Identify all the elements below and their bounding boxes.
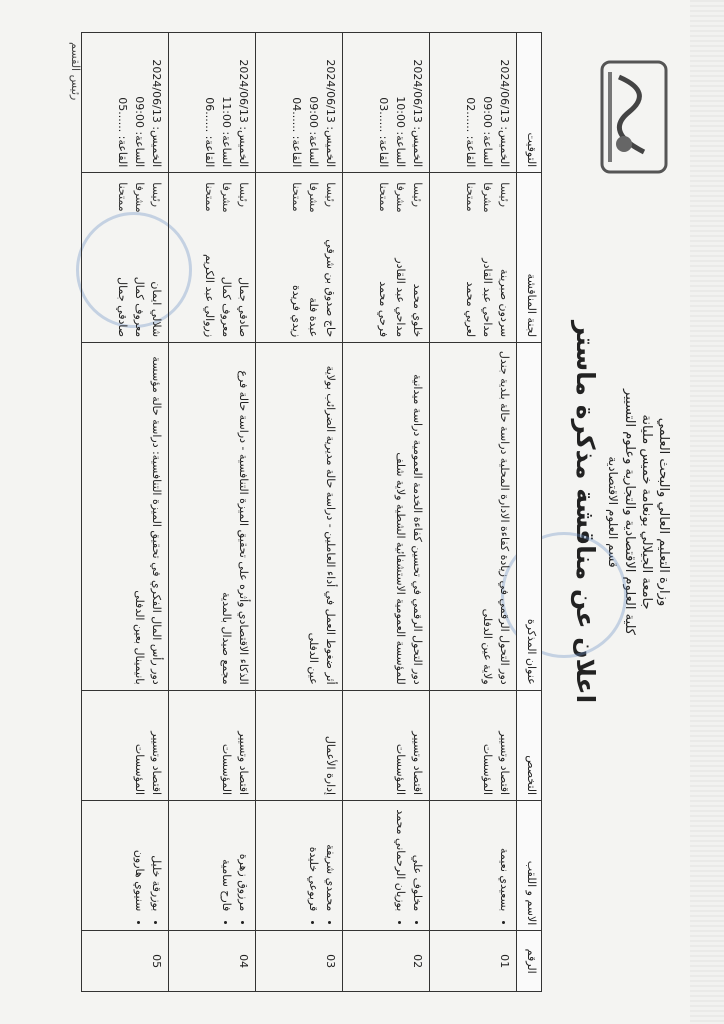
table-row (256, 33, 343, 992)
specialty: إدارة الأعمال (256, 690, 343, 800)
jury-member (462, 178, 479, 337)
student-name: • بسعيدي نعيمة (496, 806, 513, 911)
schedule-hour: الساعة: 09:00 (481, 96, 494, 168)
jury-name: معروف كمال (133, 276, 146, 338)
header-num: الرقم (517, 931, 542, 992)
header-spec: التخصص (517, 690, 542, 800)
specialty: اقتصاد وتسيير المؤسسات (169, 690, 256, 800)
student-names (82, 801, 169, 931)
jury-member (114, 178, 131, 337)
schedule-day: الخميس: 2024/06/13 (237, 59, 250, 168)
jury-name: صادقي جمال (116, 277, 129, 338)
jury-member (305, 178, 322, 337)
jury-member (131, 178, 148, 337)
schedule-room: القاعة: ......05 (116, 97, 129, 168)
jury-member (218, 178, 235, 337)
jury-member (479, 178, 496, 337)
defense-schedule-table (81, 32, 542, 992)
jury-role: مشرفا (481, 182, 494, 213)
row-num: 04 (169, 931, 256, 992)
page-title: اعلان عن مناقشة مذكرة ماستر (571, 320, 600, 704)
jury (430, 173, 517, 343)
student-names (256, 801, 343, 931)
student-name: • قربوعي خليدة (305, 806, 322, 911)
schedule-room: القاعة: ......03 (377, 97, 390, 168)
table-row (82, 33, 169, 992)
header-time: التوقيت (517, 33, 542, 173)
faculty-line: كلية العلوم الاقتصادية والتجارية وعلوم التسيير (622, 389, 637, 635)
schedule (256, 33, 343, 173)
schedule-day: الخميس: 2024/06/13 (411, 59, 424, 168)
jury-member (201, 178, 218, 337)
jury-name: لعربي محمد (464, 281, 477, 338)
header-title: عنوان المذكرة (517, 343, 542, 691)
schedule-room: القاعة: ......06 (203, 97, 216, 168)
student-names (430, 801, 517, 931)
student-name: • سنيوي هارون (131, 806, 148, 911)
schedule (169, 33, 256, 173)
jury-name: معروف كمال (220, 276, 233, 338)
jury-role: رئيسا (411, 182, 424, 208)
specialty: اقتصاد وتسيير المؤسسات (82, 690, 169, 800)
jury (343, 173, 430, 343)
schedule-day: الخميس: 2024/06/13 (150, 59, 163, 168)
schedule-hour: الساعة: 09:00 (133, 96, 146, 168)
jury-member (235, 178, 252, 337)
student-name: • فارح سامية (218, 806, 235, 911)
jury-role: رئيسا (324, 182, 337, 208)
jury-role: ممتحنا (116, 182, 129, 212)
student-name: • محمدي شريفة (322, 806, 339, 911)
department-head-signature: رئيس القسم (69, 42, 82, 101)
jury-role: مشرفا (394, 182, 407, 213)
ministry-line: وزارة التعليم العالي والبحث العلمي (656, 417, 671, 607)
jury (169, 173, 256, 343)
student-name: • بوزيان الرحماني محمد (392, 806, 409, 911)
student-names (343, 801, 430, 931)
thesis-title: دور التحول الرقمي في تحسين كفاءة الخدمة العمومية دراسة ميدانية للمؤسسة العمومية الاستشفائية الشطية ولاية شلف (343, 343, 430, 691)
jury-name: حاج صدوق بن شرقي (324, 239, 337, 338)
table-row (430, 33, 517, 992)
jury-name: زيدي فريدة (290, 284, 303, 338)
jury-role: مشرفا (307, 182, 320, 213)
jury-role: رئيسا (498, 182, 511, 208)
jury-name: فرحي محمد (377, 281, 390, 338)
schedule (430, 33, 517, 173)
jury-role: ممتحنا (464, 182, 477, 212)
thesis-title: دور التحول الرقمي في زيادة كفاءة الادارة المحلية دراسة حالة بلدية جندل ولاية عين الدفلى (430, 343, 517, 691)
schedule (82, 33, 169, 173)
thesis-title: دور رأس المال الفكري في تحقيق الميزة التنافسية: دراسة حالة مؤسسة بانيمينال بعين الدفلى (82, 343, 169, 691)
student-names (169, 801, 256, 931)
jury-member (322, 178, 339, 337)
jury-role: رئيسا (150, 182, 163, 208)
university-line: جامعة الجيلالي بونعامة خميس مليانة (639, 414, 654, 610)
thesis-title: الذكاء الاقتصادي وأثره على تحقيق الميزة التنافسية - دراسة حالة فرع مجمع صيدال بالمدية (169, 343, 256, 691)
schedule-hour: الساعة: 11:00 (220, 96, 233, 168)
jury-name: خلوي محمد (411, 283, 424, 338)
header-names: الاسم و اللقب (517, 801, 542, 931)
student-name: • مخلوف علي (409, 806, 426, 911)
jury-role: ممتحنا (203, 182, 216, 212)
jury-name: زروالي عبد الكريم (203, 254, 216, 338)
jury-member (288, 178, 305, 337)
jury-name: شلالي ايمان (150, 281, 163, 338)
specialty: اقتصاد وتسيير المؤسسات (343, 690, 430, 800)
jury-role: رئيسا (237, 182, 250, 208)
schedule-hour: الساعة: 09:00 (307, 96, 320, 168)
jury (256, 173, 343, 343)
jury-role: ممتحنا (290, 182, 303, 212)
jury-member (409, 178, 426, 337)
schedule-hour: الساعة: 10:00 (394, 96, 407, 168)
jury-member (392, 178, 409, 337)
table-row (169, 33, 256, 992)
jury-member (148, 178, 165, 337)
thesis-title: أثر ضغوط العمل في أداء العاملين - دراسة حالة مديرية الضرائب بولاية عين الدفلى (256, 343, 343, 691)
jury (82, 173, 169, 343)
schedule (343, 33, 430, 173)
jury-member (496, 178, 513, 337)
document-header (571, 12, 672, 1012)
jury-name: صادقي جمال (237, 277, 250, 338)
jury-role: مشرفا (133, 182, 146, 213)
student-name: • مرزوق زهرة (235, 806, 252, 911)
jury-role: مشرفا (220, 182, 233, 213)
document-sheet (42, 12, 682, 1012)
table-row (343, 33, 430, 992)
scanner-edge (690, 0, 724, 1024)
table-header-row (517, 33, 542, 992)
schedule-room: القاعة: ......02 (464, 97, 477, 168)
header-jury: لجنة المناقشة (517, 173, 542, 343)
schedule-room: القاعة: ......04 (290, 97, 303, 168)
jury-name: عبدة فلة (307, 297, 320, 338)
schedule-day: الخميس: 2024/06/13 (498, 59, 511, 168)
specialty: اقتصاد وتسيير المؤسسات (430, 690, 517, 800)
jury-name: مداحي عبد القادر (394, 258, 407, 338)
row-num: 05 (82, 931, 169, 992)
row-num: 03 (256, 931, 343, 992)
department-line: قسم العلوم الاقتصادية (606, 456, 620, 568)
jury-member (375, 178, 392, 337)
schedule-day: الخميس: 2024/06/13 (324, 59, 337, 168)
row-num: 01 (430, 931, 517, 992)
jury-name: سردون صبرينة (498, 269, 511, 338)
jury-name: مداحي عبد القادر (481, 258, 494, 338)
jury-role: ممتحنا (377, 182, 390, 212)
student-name: • بوزرقة خليل (148, 806, 165, 911)
row-num: 02 (343, 931, 430, 992)
